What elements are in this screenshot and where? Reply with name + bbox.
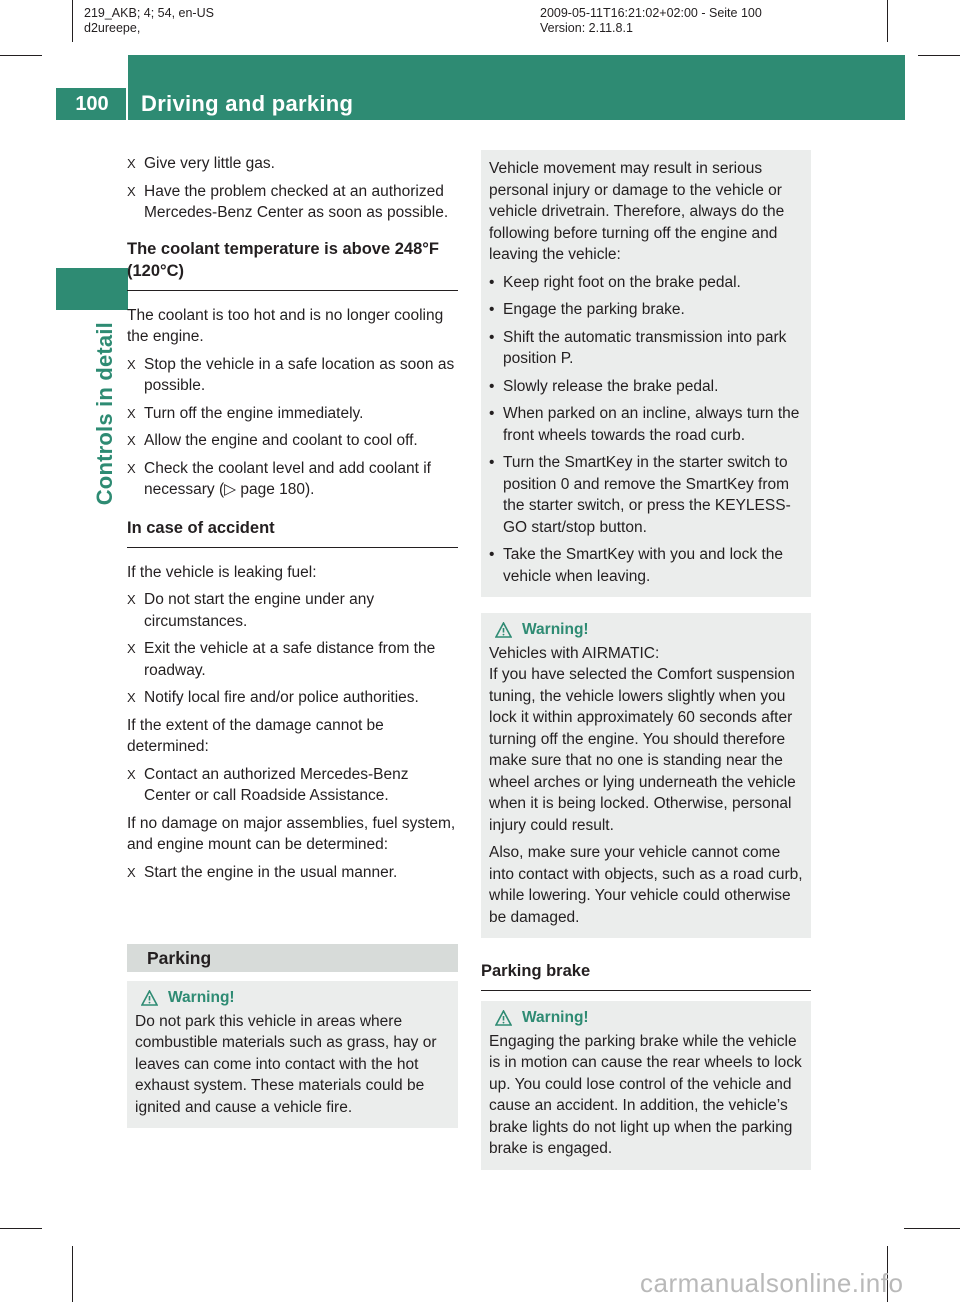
arrow-icon: X — [127, 156, 136, 171]
list-item-text: Turn off the engine immediately. — [144, 404, 364, 422]
sidebar-label: Controls in detail — [92, 322, 117, 506]
section-heading: In case of accident — [127, 517, 458, 548]
warning-box — [127, 981, 458, 1128]
list-item — [127, 153, 458, 175]
sidebar-tab — [56, 268, 128, 310]
list-item-text: Engage the parking brake. — [503, 301, 685, 318]
warning-title: Warning! — [168, 989, 235, 1006]
list-item-text: Notify local fire and/or police authorities. — [144, 689, 419, 706]
list-item — [127, 589, 458, 632]
list-item-text: Do not start the engine under any circumstances. — [144, 591, 375, 630]
warning-text: If you have selected the Comfort suspension tuning, the vehicle lowers slightly when you lock it within approximately 60 seconds after turning off the engine. You should therefore make sure that no one is standing near the wheel arches or lying underneath the vehicle when it is being locked. Otherwise, personal injury could result. — [489, 666, 796, 834]
print-meta-right — [540, 6, 762, 36]
list-item-text: Allow the engine and coolant to cool off. — [144, 432, 418, 449]
crop-mark — [0, 1228, 42, 1229]
bullet-icon: • — [489, 328, 495, 346]
crop-mark — [72, 0, 73, 42]
list-item — [489, 403, 803, 446]
list-item-text: Start the engine in the usual manner. — [144, 863, 398, 881]
paragraph: If the extent of the damage cannot be determined: — [127, 716, 384, 755]
warning-heading — [135, 987, 450, 1009]
bullet-icon: • — [489, 405, 495, 422]
section-heading: Parking brake — [481, 960, 811, 991]
list-item — [127, 862, 458, 884]
list-item-text: Stop the vehicle in a safe location as soon as possible. — [144, 355, 455, 394]
bullet-icon: • — [489, 377, 495, 395]
page-title: Driving and parking — [141, 91, 354, 116]
print-meta-left — [84, 6, 214, 36]
list-item — [489, 544, 803, 587]
print-meta-line: d2ureepe, — [84, 21, 141, 35]
section-heading: The coolant temperature is above 248°F (120°C) — [127, 238, 458, 291]
warning-triangle-icon — [495, 1010, 512, 1026]
page-reference[interactable]: Check the coolant level and add coolant if necessary (▷ page 180). — [144, 459, 431, 498]
warning-heading — [489, 1007, 803, 1029]
list-item-text: Have the problem checked at an authorized Mercedes-Benz Center as soon as possible. — [144, 182, 449, 221]
warning-triangle-icon — [141, 990, 158, 1006]
list-item-text: Keep right foot on the brake pedal. — [503, 273, 741, 291]
caution-box — [481, 150, 811, 597]
list-item — [127, 430, 458, 452]
warning-heading — [489, 619, 803, 641]
warning-triangle-icon — [495, 622, 512, 638]
list-item — [127, 458, 458, 501]
warning-title: Warning! — [522, 621, 589, 638]
arrow-icon: X — [127, 356, 136, 372]
paragraph: The coolant is too hot and is no longer cooling the engine. — [127, 306, 444, 345]
list-item-text: Contact an authorized Mercedes-Benz Center or call Roadside Assistance. — [144, 765, 409, 804]
arrow-icon: X — [127, 405, 136, 421]
bullet-icon: • — [489, 273, 495, 291]
arrow-icon: X — [127, 641, 136, 656]
list-item — [127, 687, 458, 709]
list-item-text: When parked on an incline, always turn the front wheels towards the road curb. — [503, 405, 800, 444]
arrow-icon: X — [127, 592, 136, 607]
header-divider — [126, 55, 128, 120]
warning-box — [481, 613, 811, 938]
caution-intro: Vehicle movement may result in serious personal injury or damage to the vehicle or vehicle drivetrain. Therefore, always do the following before turning off the engine and leaving the vehicle: — [489, 160, 785, 263]
arrow-icon: X — [127, 183, 136, 199]
arrow-icon: X — [127, 766, 136, 782]
crop-mark — [887, 0, 888, 42]
crop-mark — [72, 1246, 73, 1302]
list-item-text: Give very little gas. — [144, 155, 275, 172]
print-meta-line: 2009-05-11T16:21:02+02:00 - Seite 100 — [540, 6, 762, 20]
left-column — [127, 153, 458, 889]
warning-title: Warning! — [522, 1009, 589, 1026]
bullet-icon: • — [489, 454, 495, 471]
print-meta-line: 219_AKB; 4; 54, en-US — [84, 6, 214, 20]
list-item — [489, 299, 803, 321]
section-heading: Parking — [127, 944, 458, 972]
print-meta-line: Version: 2.11.8.1 — [540, 21, 633, 35]
bullet-icon: • — [489, 546, 495, 563]
list-item — [489, 327, 803, 370]
warning-box — [481, 1001, 811, 1170]
crop-mark — [918, 55, 960, 56]
warning-text: Engaging the parking brake while the vehicle is in motion can cause the rear wheels to lock up. You could lose control of the vehicle and cause an accident. In addition, the vehicle’s brake lights do not light up when the parking brake is engaged. — [489, 1032, 802, 1157]
page-number: 100 — [56, 88, 128, 120]
arrow-icon: X — [127, 864, 136, 880]
crop-mark — [904, 1228, 960, 1229]
bullet-icon: • — [489, 301, 495, 318]
warning-text: Vehicles with AIRMATIC: — [489, 644, 660, 662]
list-item-text: Take the SmartKey with you and lock the vehicle when leaving. — [503, 546, 784, 585]
arrow-icon: X — [127, 433, 136, 448]
list-item — [127, 638, 458, 681]
paragraph: If no damage on major assemblies, fuel system, and engine mount can be determined: — [127, 814, 456, 853]
parking-section — [127, 944, 458, 1128]
right-column — [481, 150, 811, 1170]
list-item — [127, 181, 458, 224]
list-item-text: Turn the SmartKey in the starter switch to position 0 and remove the SmartKey from the starter switch, or press the KEYLESS-GO start/stop button. — [503, 454, 791, 536]
list-item — [127, 403, 458, 425]
list-item-text: Slowly release the brake pedal. — [503, 377, 719, 395]
watermark[interactable]: carmanualsonline.info — [640, 1268, 904, 1298]
list-item-text: Exit the vehicle at a safe distance from the roadway. — [144, 640, 436, 679]
arrow-icon: X — [127, 690, 136, 705]
list-item — [127, 354, 458, 397]
list-item — [127, 764, 458, 807]
warning-text: Also, make sure your vehicle cannot come into contact with objects, such as a road curb, while lowering. Your vehicle could otherwise be damaged. — [489, 844, 803, 926]
warning-text: Do not park this vehicle in areas where combustible materials such as grass, hay or leaves can come into contact with the hot exhaust system. These materials could be ignited and cause a vehicle fire. — [135, 1012, 437, 1116]
arrow-icon: X — [127, 460, 136, 476]
list-item-text: Shift the automatic transmission into park position P. — [503, 328, 787, 367]
list-item — [489, 272, 803, 294]
paragraph: If the vehicle is leaking fuel: — [127, 563, 317, 581]
list-item — [489, 452, 803, 538]
list-item — [489, 376, 803, 398]
crop-mark — [0, 55, 42, 56]
